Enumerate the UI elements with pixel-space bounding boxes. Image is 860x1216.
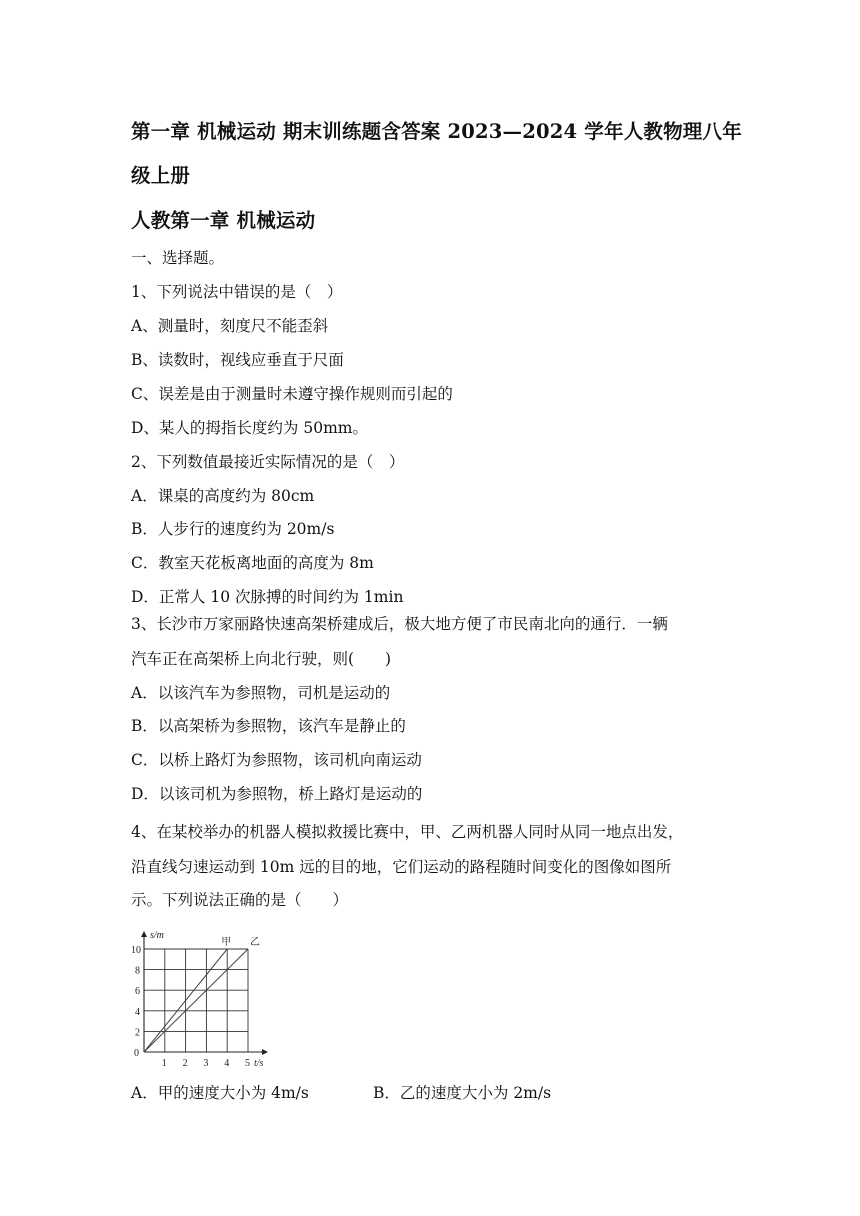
x-tick-label: 5 (245, 1058, 250, 1069)
question-3-option-d: D．以该司机为参照物，桥上路灯是运动的 (131, 785, 423, 803)
question-4-option-b: B．乙的速度大小为 2m/s (373, 1084, 552, 1102)
question-4-stem-line-1: 4、在某校举办的机器人模拟救援比赛中，甲、乙两机器人同时从同一地点出发， (131, 823, 684, 841)
section-heading: 一、选择题。 (131, 249, 225, 267)
series-line-yi (144, 949, 248, 1052)
x-tick-label: 4 (224, 1058, 230, 1069)
question-4-option-a: A．甲的速度大小为 4m/s (131, 1084, 309, 1102)
question-1-option-b: B、读数时，视线应垂直于尺面 (131, 351, 344, 369)
series-label-jia: 甲 (221, 937, 232, 948)
question-3-stem-line-1: 3、长沙市万家丽路快速高架桥建成后，极大地方便了市民南北向的通行．一辆 (131, 615, 668, 633)
x-axis-arrow (262, 1049, 268, 1055)
question-1-option-d: D、某人的拇指长度约为 50mm。 (131, 419, 368, 437)
question-3-option-c: C．以桥上路灯为参照物，该司机向南运动 (131, 751, 422, 769)
question-2-option-d: D．正常人 10 次脉搏的时间约为 1min (131, 588, 404, 606)
doc-title-line-2: 级上册 (131, 164, 191, 187)
x-tick-label: 2 (182, 1058, 188, 1069)
question-4-stem-line-2: 沿直线匀速运动到 10m 远的目的地，它们运动的路程随时间变化的图像如图所 (131, 858, 672, 876)
question-1-option-a: A、测量时，刻度尺不能歪斜 (131, 317, 329, 335)
y-axis-label: s/m (150, 930, 164, 941)
question-2-option-c: C．教室天花板离地面的高度为 8m (131, 554, 374, 572)
y-tick-label: 2 (135, 1027, 140, 1039)
question-2-option-a: A．课桌的高度约为 80cm (131, 487, 315, 505)
origin-label: 0 (134, 1048, 139, 1059)
question-1-option-c: C、误差是由于测量时未遵守操作规则而引起的 (131, 385, 453, 403)
question-3-option-a: A．以该汽车为参照物，司机是运动的 (131, 684, 391, 702)
question-4-stem-line-3: 示。下列说法正确的是（ ） (131, 891, 349, 909)
series-label-yi: 乙 (250, 937, 260, 948)
question-3-stem-line-2: 汽车正在高架桥上向北行驶，则( ) (131, 650, 392, 668)
y-tick-label: 8 (135, 965, 140, 977)
y-axis-arrow (141, 931, 147, 937)
question-4-options-row (131, 1081, 551, 1103)
x-tick-label: 1 (161, 1058, 167, 1069)
doc-title-line-1: 第一章 机械运动 期末训练题含答案 2023—2024 学年人教物理八年 (131, 120, 742, 143)
question-2-option-b: B．人步行的速度约为 20m/s (131, 520, 335, 538)
question-3-option-b: B．以高架桥为参照物，该汽车是静止的 (131, 717, 406, 735)
y-tick-label: 6 (135, 986, 140, 998)
y-tick-label: 10 (131, 945, 141, 956)
x-tick-label: 3 (203, 1058, 209, 1069)
distance-time-graph (128, 922, 283, 1072)
y-tick-label: 4 (135, 1006, 140, 1018)
question-2-stem: 2、下列数值最接近实际情况的是（ ） (131, 453, 405, 471)
x-axis-label: t/s (254, 1058, 264, 1069)
doc-subtitle: 人教第一章 机械运动 (131, 209, 316, 232)
question-1-stem: 1、下列说法中错误的是（ ） (131, 283, 343, 301)
